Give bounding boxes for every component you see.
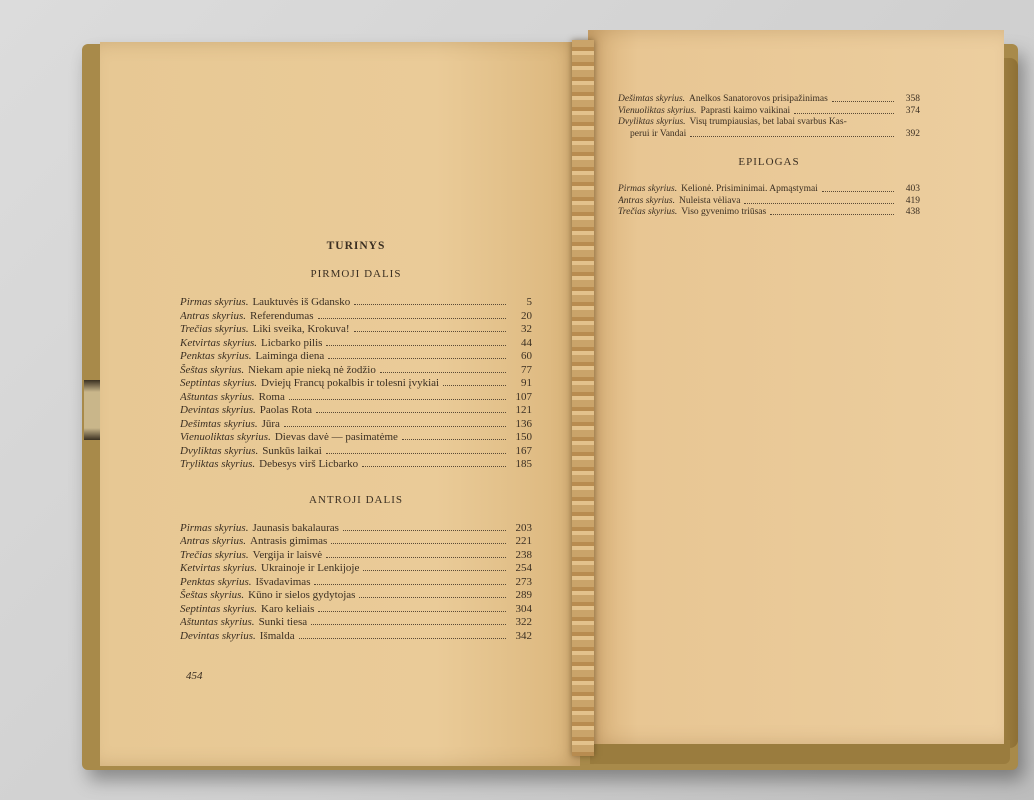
page-ref: 238 [515,548,532,561]
list-item [180,377,532,391]
part-two-continued-list [618,94,920,117]
list-item [618,94,920,106]
chapter-label: Pirmas skyrius. [618,184,678,194]
cover-left-tab [84,380,100,440]
list-item [180,522,532,536]
chapter-label: Aštuntas skyrius. [180,390,255,403]
chapter-label: Pirmas skyrius. [180,521,249,534]
list-item [618,207,920,219]
chapter-title: Sunki tiesa [258,616,308,628]
list-item [180,603,532,617]
page-ref: 419 [905,195,920,206]
chapter-label: Devintas skyrius. [180,404,256,416]
chapter-label: Penktas skyrius. [180,350,252,362]
toc-title: TURINYS [326,240,386,252]
chapter-title: Licbarko pilis [261,336,323,349]
page-ref: 20 [521,309,532,322]
chapter-label: Dvyliktas skyrius. [180,444,259,457]
chapter-title: Kelionė. Prisiminimai. Apmąstymai [681,184,818,194]
page-ref: 403 [905,184,920,194]
page-ref: 254 [515,562,532,574]
list-item [180,296,532,310]
chapter-label: Septintas skyrius. [180,602,257,615]
chapter-label: Antras skyrius. [618,195,675,206]
page-ref: 44 [521,336,532,349]
part-one-title: PIRMOJI DALIS [310,268,402,280]
page-ref: 5 [526,296,532,308]
page-ref: 77 [521,363,532,376]
chapter-label: Antras skyrius. [180,309,246,322]
page-ref: 342 [515,629,532,642]
page-ref: 392 [905,128,920,139]
page-ref: 185 [515,458,532,470]
list-item [180,323,532,337]
list-item [618,117,920,129]
chapter-label: Trečias skyrius. [180,548,249,561]
chapter-title: Vergija ir laisvė [252,548,323,561]
list-item [180,445,532,459]
chapter-title: Antrasis gimimas [250,535,328,547]
chapter-label: Septintas skyrius. [180,377,257,389]
list-item [180,350,532,364]
page-ref: 136 [515,417,532,430]
chapter-title: Karo keliais [261,602,315,615]
chapter-title: Viso gyvenimo triūsas [681,207,767,217]
chapter-label: Tryliktas skyrius. [180,458,256,470]
page-ref: 289 [515,589,532,601]
chapter-label: Antras skyrius. [180,535,246,547]
list-item [180,391,532,405]
page-ref: 322 [515,616,532,628]
chapter-title: Liki sveika, Krokuva! [252,323,350,335]
list-item [180,562,532,576]
page-ref: 304 [515,602,532,615]
page-ref: 167 [515,444,532,457]
list-item-continuation [618,129,920,141]
chapter-label: Dešimtas skyrius. [618,94,686,104]
chapter-label: Penktas skyrius. [180,575,252,588]
list-item [180,337,532,351]
page-ref: 221 [515,535,532,547]
page-ref: 358 [905,94,920,104]
list-item [180,364,532,378]
chapter-label: Trečias skyrius. [180,323,249,335]
page-ref: 203 [515,521,532,534]
chapter-label: Vienuoliktas skyrius. [180,431,271,443]
list-item [180,630,532,644]
chapter-title: Roma [258,390,285,403]
list-item [180,589,532,603]
chapter-title: Paolas Rota [259,404,313,416]
list-item [180,616,532,630]
page-ref: 374 [905,105,920,116]
page-ref: 60 [521,350,532,362]
chapter-title: Jaunasis bakalauras [252,521,339,534]
list-item [180,310,532,324]
left-toc [180,240,532,643]
chapter-title: Dviejų Francų pokalbis ir tolesni įvykiai [261,377,440,389]
chapter-title-continued: perui ir Vandai [630,128,687,139]
page-ref: 121 [515,404,532,416]
chapter-title: Nuleista vėliava [679,195,741,206]
page-ref: 438 [905,207,920,217]
part-two-list [180,522,532,644]
page-number: 454 [186,670,203,682]
chapter-label: Aštuntas skyrius. [180,616,255,628]
page-ref: 32 [521,323,532,335]
page-ref: 273 [515,575,532,588]
chapter-title: Laiminga diena [255,350,325,362]
book-spine [572,40,594,756]
chapter-title: Lauktuvės iš Gdansko [252,296,351,308]
chapter-title: Debesys virš Licbarko [259,458,359,470]
list-item [180,576,532,590]
chapter-title: Referendumas [250,309,314,322]
list-item [180,549,532,563]
chapter-title: Išvadavimas [255,575,311,588]
chapter-title: Sunkūs laikai [262,444,322,457]
epilogue-title: EPILOGAS [738,156,800,168]
list-item [618,184,920,196]
chapter-title: Visų trumpiausias, bet labai svarbus Kas- [689,117,847,127]
page-ref: 91 [521,377,532,389]
chapter-title: Išmalda [259,629,295,642]
list-item [180,458,532,472]
chapter-title: Anelkos Sanatorovos prisipažinimas [689,94,828,104]
chapter-label: Vienuoliktas skyrius. [618,105,697,116]
chapter-label: Pirmas skyrius. [180,296,249,308]
chapter-label: Devintas skyrius. [180,629,256,642]
page-ref: 150 [515,431,532,443]
part-two-title: ANTROJI DALIS [309,493,403,506]
list-item [180,431,532,445]
chapter-title: Niekam apie nieką nė žodžio [248,363,376,376]
chapter-label: Ketvirtas skyrius. [180,336,257,349]
chapter-label: Dvyliktas skyrius. [618,117,686,127]
chapter-label: Dešimtas skyrius. [180,417,258,430]
page-ref: 107 [515,390,532,403]
list-item [180,535,532,549]
chapter-label: Ketvirtas skyrius. [180,562,257,574]
list-item [180,404,532,418]
chapter-title: Dievas davė — pasimatėme [274,431,398,443]
chapter-title: Paprasti kaimo vaikinai [700,105,791,116]
list-item [180,418,532,432]
chapter-title: Jūra [261,417,280,430]
chapter-label: Trečias skyrius. [618,207,678,217]
chapter-label: Šeštas skyrius. [180,589,245,601]
chapter-title: Kūno ir sielos gydytojas [248,589,356,601]
chapter-label: Šeštas skyrius. [180,363,245,376]
chapter-title: Ukrainoje ir Lenkijoje [261,562,360,574]
list-item [618,106,920,118]
part-one-list [180,296,532,472]
right-toc [618,94,920,219]
epilogue-list [618,184,920,219]
list-item [618,196,920,208]
